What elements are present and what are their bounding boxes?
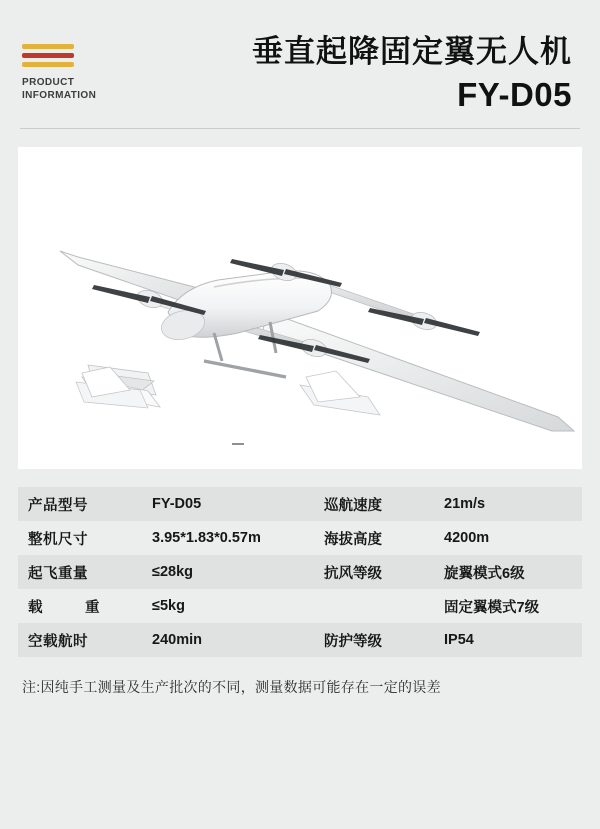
header-divider [20, 128, 580, 129]
spec-label: 载 重 [18, 589, 142, 623]
spec-label-2 [314, 589, 434, 623]
table-row [18, 623, 582, 657]
table-row [18, 521, 582, 555]
brand-block [22, 32, 172, 102]
page-header [18, 0, 582, 118]
spec-value: 240min [142, 623, 314, 657]
spec-value-2: 21m/s [434, 487, 582, 521]
spec-label: 起飞重量 [18, 555, 142, 589]
spec-label-2: 巡航速度 [314, 487, 434, 521]
spec-label-2: 海拔高度 [314, 521, 434, 555]
spec-value: ≤28kg [142, 555, 314, 589]
spec-label: 空载航时 [18, 623, 142, 657]
spec-value-2: 旋翼模式6级 [434, 555, 582, 589]
table-row [18, 589, 582, 623]
table-row [18, 487, 582, 521]
product-model-title: FY-D05 [457, 76, 572, 113]
product-image-panel [18, 147, 582, 469]
spec-label-2: 防护等级 [314, 623, 434, 657]
measurement-disclaimer: 注:因纯手工测量及生产批次的不同，测量数据可能存在一定的误差 [22, 679, 441, 695]
drone-photo [18, 147, 582, 469]
spec-label: 整机尺寸 [18, 521, 142, 555]
table-row [18, 555, 582, 589]
spec-value: 3.95*1.83*0.57m [142, 521, 314, 555]
specifications-table [18, 487, 582, 657]
page-title [252, 32, 576, 116]
spec-value-2: IP54 [434, 623, 582, 657]
brand-logo-icon [22, 44, 74, 67]
spec-value-2: 4200m [434, 521, 582, 555]
product-title-cn: 垂直起降固定翼无人机 [252, 34, 572, 69]
brand-label-line2: INFORMATION [22, 90, 97, 101]
brand-label [22, 76, 172, 102]
spec-label-2: 抗风等级 [314, 555, 434, 589]
spec-value-2: 固定翼模式7级 [434, 589, 582, 623]
spec-value: ≤5kg [142, 589, 314, 623]
spec-label: 产品型号 [18, 487, 142, 521]
brand-label-line1: PRODUCT [22, 77, 75, 88]
spec-value: FY-D05 [142, 487, 314, 521]
